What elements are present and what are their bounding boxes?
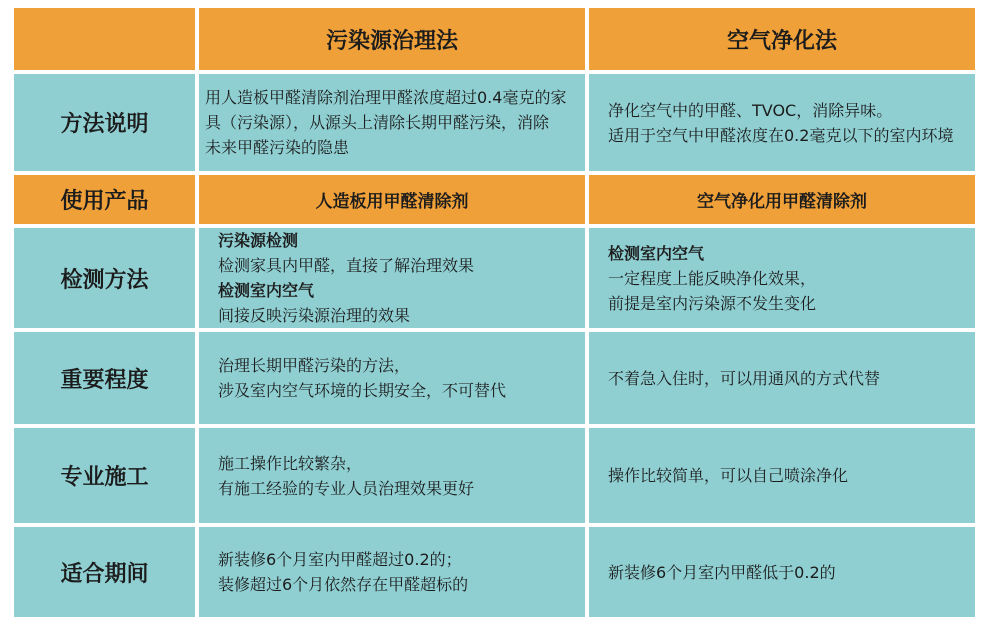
row-label-detection-method: 检测方法 <box>14 228 195 328</box>
corner-cell <box>14 8 195 70</box>
cell-importance-level-air-purification: 不着急入住时，可以用通风的方式代替 <box>589 332 975 424</box>
cell-detection-method-pollution-source: 污染源检测 检测家具内甲醛，直接了解治理效果 检测室内空气 间接反映污染源治理的效果 <box>199 228 585 328</box>
row-label-method-description: 方法说明 <box>14 74 195 171</box>
cell-professional-construction-pollution-source: 施工操作比较繁杂， 有施工经验的专业人员治理效果更好 <box>199 428 585 523</box>
cell-products-used-pollution-source: 人造板用甲醛清除剂 <box>199 175 585 224</box>
cell-importance-level-pollution-source: 治理长期甲醛污染的方法， 涉及室内空气环境的长期安全，不可替代 <box>199 332 585 424</box>
cell-products-used-air-purification: 空气净化用甲醛清除剂 <box>589 175 975 224</box>
cell-detection-method-air-purification: 检测室内空气 一定程度上能反映净化效果， 前提是室内污染源不发生变化 <box>589 228 975 328</box>
cell-professional-construction-air-purification: 操作比较简单，可以自己喷涂净化 <box>589 428 975 523</box>
cell-method-description-pollution-source: 用人造板甲醛清除剂治理甲醛浓度超过0.4毫克的家 具（污染源），从源头上清除长期甲醛污染，消除 未来甲醛污染的隐患 <box>199 74 585 171</box>
cell-method-description-air-purification: 净化空气中的甲醛、TVOC，消除异味。 适用于空气中甲醛浓度在0.2毫克以下的室内环境 <box>589 74 975 171</box>
row-label-professional-construction: 专业施工 <box>14 428 195 523</box>
column-header-pollution-source-treatment: 污染源治理法 <box>199 8 585 70</box>
row-label-importance-level: 重要程度 <box>14 332 195 424</box>
row-label-products-used: 使用产品 <box>14 175 195 224</box>
comparison-table <box>14 8 975 617</box>
column-header-air-purification: 空气净化法 <box>589 8 975 70</box>
cell-suitable-period-air-purification: 新装修6个月室内甲醛低于0.2的 <box>589 527 975 617</box>
row-label-suitable-period: 适合期间 <box>14 527 195 617</box>
cell-suitable-period-pollution-source: 新装修6个月室内甲醛超过0.2的； 装修超过6个月依然存在甲醛超标的 <box>199 527 585 617</box>
